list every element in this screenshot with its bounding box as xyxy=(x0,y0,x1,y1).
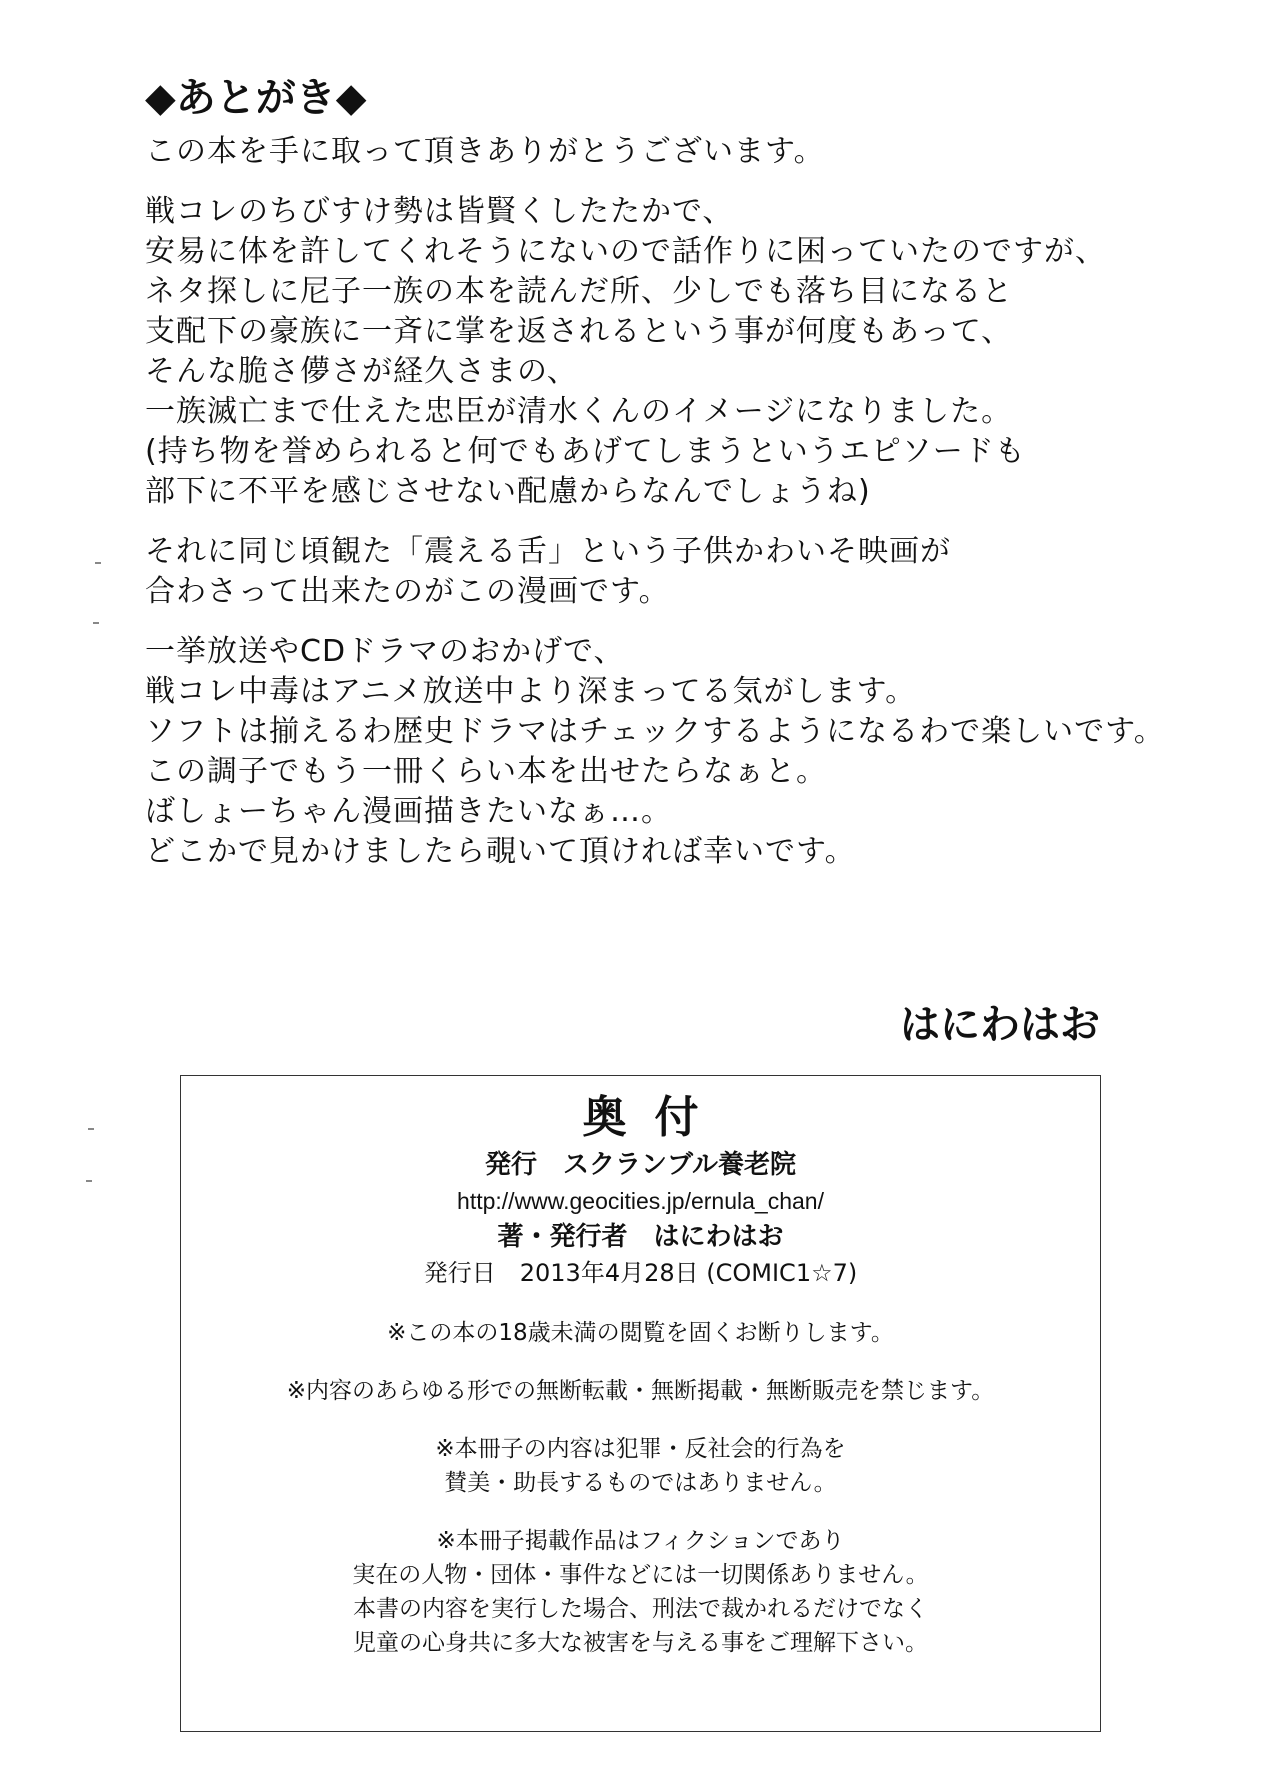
notice xyxy=(181,1432,1100,1500)
notice-line: ※内容のあらゆる形での無断転載・無断掲載・無断販売を禁じます。 xyxy=(286,1378,995,1404)
notice-line: ※本冊子の内容は犯罪・反社会的行為を xyxy=(435,1436,846,1462)
afterword-title: ◆あとがき◆ xyxy=(145,75,367,121)
notices xyxy=(181,1316,1100,1660)
afterword-line: ばしょーちゃん漫画描きたいなぁ…。 xyxy=(145,794,672,829)
notice xyxy=(181,1374,1100,1408)
scan-speck xyxy=(86,1180,92,1182)
afterword-line: (持ち物を誉められると何でもあげてしまうというエピソードも xyxy=(145,434,1026,469)
afterword-line: 部下に不平を感じさせない配慮からなんでしょうね) xyxy=(145,474,871,509)
afterword-paragraph xyxy=(145,192,1145,512)
notice-line: ※本冊子掲載作品はフィクションであり xyxy=(436,1528,845,1554)
afterword-line: この調子でもう一冊くらい本を出せたらなぁと。 xyxy=(145,754,827,789)
colophon-title: 奥付 xyxy=(582,1092,727,1143)
scan-speck xyxy=(88,1128,94,1130)
colophon-box xyxy=(180,1075,1101,1732)
afterword-line: どこかで見かけましたら覗いて頂ければ幸いです。 xyxy=(145,834,856,869)
afterword-line: 戦コレのちびすけ勢は皆賢くしたたかで、 xyxy=(145,194,734,229)
notice-line: 本書の内容を実行した場合、刑法で裁かれるだけでなく xyxy=(353,1596,928,1622)
afterword-line: 支配下の豪族に一斉に掌を返されるという事が何度もあって、 xyxy=(145,314,1013,349)
afterword-paragraph xyxy=(145,532,1145,612)
publisher-line: 発行 スクランブル養老院 xyxy=(485,1150,796,1180)
afterword-line: 合わさって出来たのがこの漫画です。 xyxy=(145,574,670,609)
notice-line: 児童の心身共に多大な被害を与える事をご理解下さい。 xyxy=(353,1630,928,1656)
afterword-line: それに同じ頃観た「震える舌」という子供かわいそ映画が xyxy=(145,534,951,569)
afterword-line: この本を手に取って頂きありがとうございます。 xyxy=(145,134,825,169)
afterword-paragraph xyxy=(145,132,1145,172)
author-signature: はにわはお xyxy=(900,1002,1100,1048)
author-publisher-line: 著・発行者 はにわはお xyxy=(497,1222,784,1252)
scan-speck xyxy=(93,622,99,624)
notice-line: ※この本の18歳未満の閲覧を固くお断りします。 xyxy=(387,1320,894,1346)
afterword-line: ネタ探しに尼子一族の本を読んだ所、少しでも落ち目になると xyxy=(145,274,1013,309)
scan-speck xyxy=(95,562,101,564)
afterword-line: 一族滅亡まで仕えた忠臣が清水くんのイメージになりました。 xyxy=(145,394,1013,429)
notice xyxy=(181,1524,1100,1660)
afterword-line: 一挙放送やCDドラマのおかげで、 xyxy=(145,634,625,669)
notice xyxy=(181,1316,1100,1350)
afterword-body xyxy=(145,132,1165,872)
afterword-paragraph xyxy=(145,632,1165,872)
notice-line: 実在の人物・団体・事件などには一切関係ありません。 xyxy=(352,1562,929,1588)
publisher-url: http://www.geocities.jp/ernula_chan/ xyxy=(457,1188,824,1214)
afterword-line: そんな脆さ儚さが経久さまの、 xyxy=(145,354,578,389)
notice-line: 賛美・助長するものではありません。 xyxy=(444,1470,837,1496)
afterword-section xyxy=(145,70,1165,892)
afterword-line: ソフトは揃えるわ歴史ドラマはチェックするようになるわで楽しいです。 xyxy=(145,714,1165,749)
afterword-line: 安易に体を許してくれそうにないので話作りに困っていたのですが、 xyxy=(145,234,1106,269)
afterword-line: 戦コレ中毒はアニメ放送中より深まってる気がします。 xyxy=(145,674,917,709)
publication-date: 発行日 2013年4月28日 (COMIC1☆7) xyxy=(423,1259,858,1287)
